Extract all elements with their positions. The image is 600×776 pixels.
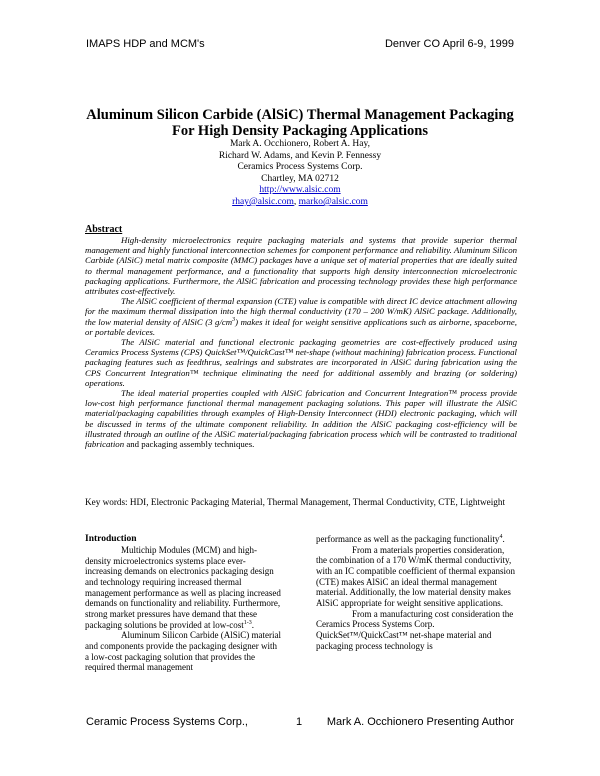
abstract-paragraph-3: The AlSiC material and functional electronic packaging geometries are cost-effectively produced using Ceramics Process Systems (CPS) QuickSet™/QuickCast™ net-shape (without machining) fabrication process. Functional packaging features such as feedthrus, sealrings and substrates are incorporated in AlSiC during fabrication using the CPS Concurrent Integration™ technique eliminating the need for additional assembly and brazing (or soldering) operations. <box>85 337 517 388</box>
running-header-left: IMAPS HDP and MCM's <box>86 38 205 50</box>
page-footer <box>0 716 600 730</box>
author-city: Chartley, MA 02712 <box>261 173 339 184</box>
title-block <box>70 107 530 209</box>
abstract-body <box>85 235 517 449</box>
abstract-p2-text-a: The AlSiC coefficient of thermal expansion (CTE) value is compatible with direct IC device attachment allowing for the maximum thermal dissipation into the high thermal conductivity (170 – 200 W/mK) AlSiC package. Additionally, the low material density of AlSiC (3 g/cm <box>85 296 517 327</box>
email-line <box>70 197 530 209</box>
introduction-heading: Introduction <box>85 534 137 544</box>
intro-r1-superscript: 4 <box>499 534 503 540</box>
running-header-right: Denver CO April 6-9, 1999 <box>384 38 514 50</box>
right-column <box>316 534 516 651</box>
email-link-rhay[interactable]: rhay@alsic.com <box>232 196 294 207</box>
intro-p1-text-b: . <box>251 619 254 630</box>
page-number: 1 <box>296 716 303 728</box>
intro-paragraph-3: From a materials properties consideration, the combination of a 170 W/mK thermal conductivity, with an IC compatible coefficient of thermal expansion (CTE) makes AlSiC an ideal thermal management material. Additionally, the low material density makes AlSiC appropriate for weight sensitive applications. <box>316 544 516 608</box>
intro-paragraph-2: Aluminum Silicon Carbide (AlSiC) material and components provide the packaging designer with a low-cost packaging solution that provides the required thermal management <box>85 630 281 673</box>
paper-title-line-1: Aluminum Silicon Carbide (AlSiC) Thermal Management Packaging <box>86 107 514 123</box>
author-company: Ceramics Process Systems Corp. <box>237 162 363 173</box>
author-line-1: Mark A. Occhionero, Robert A. Hay, <box>229 139 370 149</box>
abstract-p2-superscript: 3 <box>232 316 236 323</box>
intro-paragraph-1 <box>85 545 282 630</box>
paper-title-line-2: For High Density Packaging Applications <box>172 123 428 139</box>
footer-right: Mark A. Occhionero Presenting Author <box>326 716 514 728</box>
intro-p1-text-a: Multichip Modules (MCM) and high-density microelectronics systems place ever-increasing demands on electronics packaging design and technology requiring increased thermal management performance as well as placing increased demands on functionality and reliability. Furthermore, strong market pressures have demand that these packaging solutions be provided at low-cost <box>85 545 281 630</box>
abstract-p4-text-roman: and packaging assembly techniques. <box>126 439 255 450</box>
abstract-paragraph-2 <box>85 296 517 337</box>
intro-paragraph-4: From a manufacturing cost consideration the Ceramics Process Systems Corp. QuickSet™/QuickCast™ net-shape material and packaging process technology is <box>316 608 514 651</box>
intro-r1-text-a: performance as well as the packaging functionality <box>316 534 500 544</box>
intro-p1-superscript: 1-3 <box>243 619 252 626</box>
website-link[interactable]: http://www.alsic.com <box>259 185 341 196</box>
abstract-paragraph-1: High-density microelectronics require packaging materials and systems that provide superior thermal management and highly functional interconnection schemes for component performance and reliability. Aluminum Silicon Carbide (AlSiC) metal matrix composite (MMC) packages have a unique set of material properties that are ideally suited to thermal management performance, and a functionality that supports high density interconnection microelectronic packaging applications. Furthermore, the AlSiC fabrication and processing technology provides these high performance attributes cost-effectively. <box>85 235 517 297</box>
keywords: Key words: HDI, Electronic Packaging Material, Thermal Management, Thermal Conductivity, CTE, Lightweight <box>85 497 506 507</box>
email-link-marko[interactable]: marko@alsic.com <box>298 196 368 207</box>
left-column <box>85 534 282 673</box>
author-line-2: Richard W. Adams, and Kevin P. Fennessy <box>218 150 382 161</box>
abstract-heading: Abstract <box>85 224 123 235</box>
abstract-paragraph-4 <box>85 388 517 449</box>
intro-paragraph-2-continued <box>316 534 516 545</box>
abstract-p2-text-b: ) makes it ideal for weight sensitive applications such as airborne, spaceborne, or portable devices. <box>85 316 518 337</box>
intro-r1-text-b: . <box>502 534 505 544</box>
website-line <box>70 185 530 197</box>
footer-left: Ceramic Process Systems Corp., <box>86 716 248 728</box>
email-separator: , <box>293 196 299 207</box>
abstract-p4-text-italic: The ideal material properties coupled with AlSiC fabrication and Concurrent Integration™ process provide low-cost high performance functional thermal management packaging solutions. This paper will illustrate the AlSiC material/packaging capabilities through examples of High-Density Interconnect (HDI) electronic packaging, which will be discussed in terms of the ultimate component reliability. In addition the AlSiC packaging cost-efficiency will be illustrated through an outline of the AlSiC material/packaging fabrication process which will be contrasted to traditional fabrication <box>85 388 517 450</box>
